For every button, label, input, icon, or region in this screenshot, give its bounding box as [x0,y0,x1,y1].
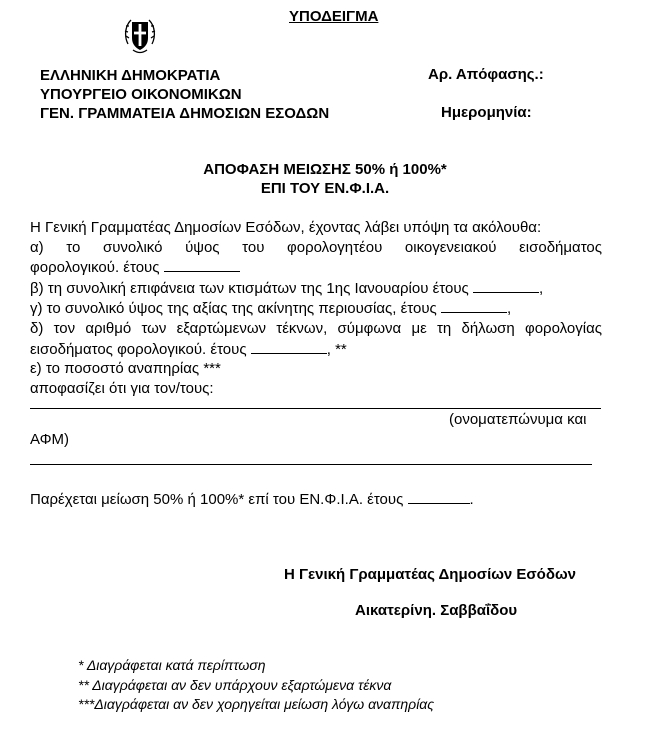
item-b: β) τη συνολική επιφάνεια των κτισμάτων της 1ης Ιανουαρίου έτους [30,279,469,297]
issuer-line: ΥΠΟΥΡΓΕΙΟ ΟΙΚΟΝΟΜΙΚΩΝ [40,86,242,103]
signatory-name: Αικατερίνη. Σαββαΐδου [355,602,518,619]
afm-label: ΑΦΜ) [30,431,70,448]
blank-field [164,257,240,272]
decision-title-line: ΑΠΟΦΑΣΗ ΜΕΙΩΣΗΣ 50% ή 100%* [203,161,447,178]
grant-text: Παρέχεται μείωση 50% ή 100%* επί του ΕΝ.Φ.Ι.Α. έτους [30,491,404,508]
decides-text: αποφασίζει ότι για τον/τους: [30,379,214,397]
afm-line [30,464,592,465]
decision-body: Η Γενική Γραμματέας Δημοσίων Εσόδων, έχοντας λάβει υπόψη τα ακόλουθα: α) το συνολικό ύψος του φορολογητέου οικογενειακού εισοδήματος φορολογικού. έτους β) τη συνολική επιφάνεια των κτισμάτων της 1ης Ιανουαρίου έτους , γ) το συνολικό ύψος της αξίας της ακίνητης περιουσίας, έτους , δ) τον αριθμό των εξαρτώμενων τέκνων, σύμφωνα με τη δήλωση φορολογίας εισοδήματος φορολογικού. έτους , ** ε) το ποσοστό αναπηρίας *** αποφασίζει ότι για τον/τους: [30,219,602,397]
footnote: * Διαγράφεται κατά περίπτωση [78,657,266,673]
blank-field [408,489,470,504]
item-a-line1: α) το συνολικό ύψος του φορολογητέου οικογενειακού εισοδήματος [30,238,602,256]
signatory-role: Η Γενική Γραμματέας Δημοσίων Εσόδων [284,566,576,583]
decision-number-label: Αρ. Απόφασης.: [428,66,544,83]
decision-title-line: ΕΠΙ ΤΟΥ ΕΝ.Φ.Ι.Α. [260,180,390,197]
decision-title [0,160,650,198]
item-c: γ) το συνολικό ύψος της αξίας της ακίνητης περιουσίας, έτους [30,300,437,318]
item-e: ε) το ποσοστό αναπηρίας *** [30,360,221,378]
greek-coat-of-arms-icon [122,14,158,58]
issuer-line: ΕΛΛΗΝΙΚΗ ΔΗΜΟΚΡΑΤΙΑ [40,67,221,84]
intro-text: Η Γενική Γραμματέας Δημοσίων Εσόδων, έχοντας λάβει υπόψη τα ακόλουθα: [30,219,542,236]
issuer-block [40,66,329,123]
item-a-line2: φορολογικού. έτους [30,259,160,277]
date-label: Ημερομηνία: [441,104,532,121]
blank-field [251,339,327,354]
item-d-line1: δ) τον αριθμό των εξαρτώμενων τέκνων, σύμφωνα με τη δήλωση φορολογίας [30,319,602,337]
grant-statement: Παρέχεται μείωση 50% ή 100%* επί του ΕΝ.Φ.Ι.Α. έτους . [30,491,474,508]
item-d-line2: εισοδήματος φορολογικού. έτους [30,340,247,358]
name-line [30,408,601,409]
document-title: ΥΠΟΔΕΙΓΜΑ [289,8,379,25]
footnote: ** Διαγράφεται αν δεν υπάρχουν εξαρτώμενα τέκνα [78,677,392,693]
blank-field [441,298,507,313]
footnote: ***Διαγράφεται αν δεν χορηγείται μείωση λόγω αναπηρίας [78,696,435,712]
blank-field [473,278,539,293]
issuer-line: ΓΕΝ. ΓΡΑΜΜΑΤΕΙΑ ΔΗΜΟΣΙΩΝ ΕΣΟΔΩΝ [40,105,330,122]
item-d-suffix: , ** [326,340,347,358]
name-hint: (ονοματεπώνυμα και [449,411,587,428]
